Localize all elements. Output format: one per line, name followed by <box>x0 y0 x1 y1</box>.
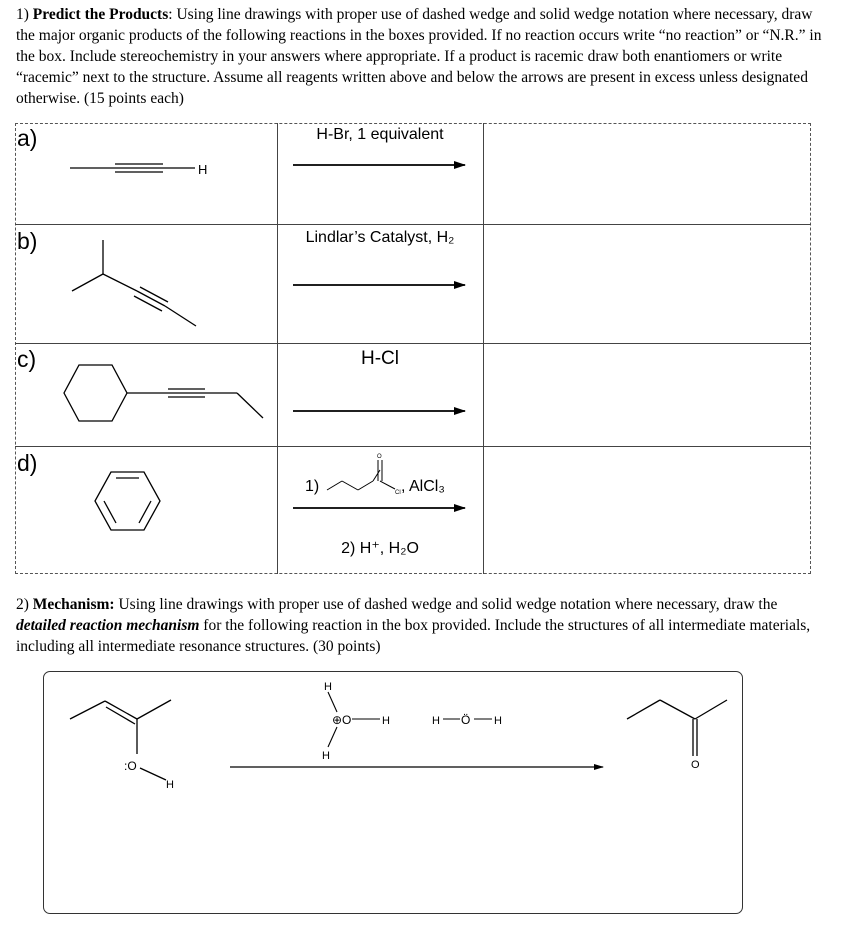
ketone-oxygen-atom: O <box>691 759 700 771</box>
reagent-d-step2: 2) H⁺, H₂O <box>341 540 419 557</box>
enol-structure <box>70 700 171 780</box>
acyl-oxygen-atom: O <box>377 454 382 460</box>
row-label-d: d) <box>17 450 38 476</box>
question-1-body: : Using line drawings with proper use of dashed wedge and solid wedge notation where necessary, draw the major organic products of the following reactions in the boxes provided. If no reaction occurs write “no reaction” or “N.R.” in the box. Include stereochemistry in your answers where appropriate. If a product is racemic draw both enantiomers or write “racemic” next to the structure. Assume all reagents written above and below the arrows are present in excess unless designated otherwise. (15 points each) <box>16 6 822 107</box>
question-2-body-post: for the following reaction in the box provided. Include the structures of all intermediate materials, including all intermediate resonance structures. (30 points) <box>16 617 811 655</box>
hydronium-right-hydrogen: H <box>382 715 390 727</box>
enol-oxygen-atom: :O <box>124 759 137 773</box>
enol-hydrogen-atom: H <box>166 779 174 791</box>
water-right-hydrogen: H <box>494 715 502 727</box>
hydronium-bottom-hydrogen: H <box>322 750 330 762</box>
water-oxygen: Ö <box>461 713 471 727</box>
question-2-emphasis: detailed reaction mechanism <box>16 617 200 634</box>
question-1-title: Predict the Products <box>32 6 169 23</box>
reagent-b: Lindlar’s Catalyst, H₂ <box>305 229 455 246</box>
reagent-d-step1-number: 1) <box>305 478 320 495</box>
question-2-body-pre: Using line drawings with proper use of dashed wedge and solid wedge notation where necessary, draw the <box>114 596 778 613</box>
question-2-number: 2) <box>16 596 29 613</box>
row-label-b: b) <box>17 228 38 254</box>
hydronium-oxygen: ⊕O <box>332 713 352 727</box>
row-label-a: a) <box>17 125 38 151</box>
row-label-c: c) <box>17 346 37 372</box>
reagent-d-step1-suffix: , AlCl₃ <box>401 478 445 495</box>
reagent-c: H-Cl <box>361 348 399 369</box>
ketone-structure <box>627 700 727 756</box>
reagent-a: H-Br, 1 equivalent <box>316 126 444 143</box>
acyl-chlorine-atom: Cl <box>395 490 401 496</box>
hydrogen-atom-a: H <box>198 162 208 177</box>
question-1-number: 1) <box>16 6 29 23</box>
hydronium-top-hydrogen: H <box>324 681 332 693</box>
question-2-title: Mechanism: <box>32 596 115 613</box>
water-left-hydrogen: H <box>432 715 440 727</box>
